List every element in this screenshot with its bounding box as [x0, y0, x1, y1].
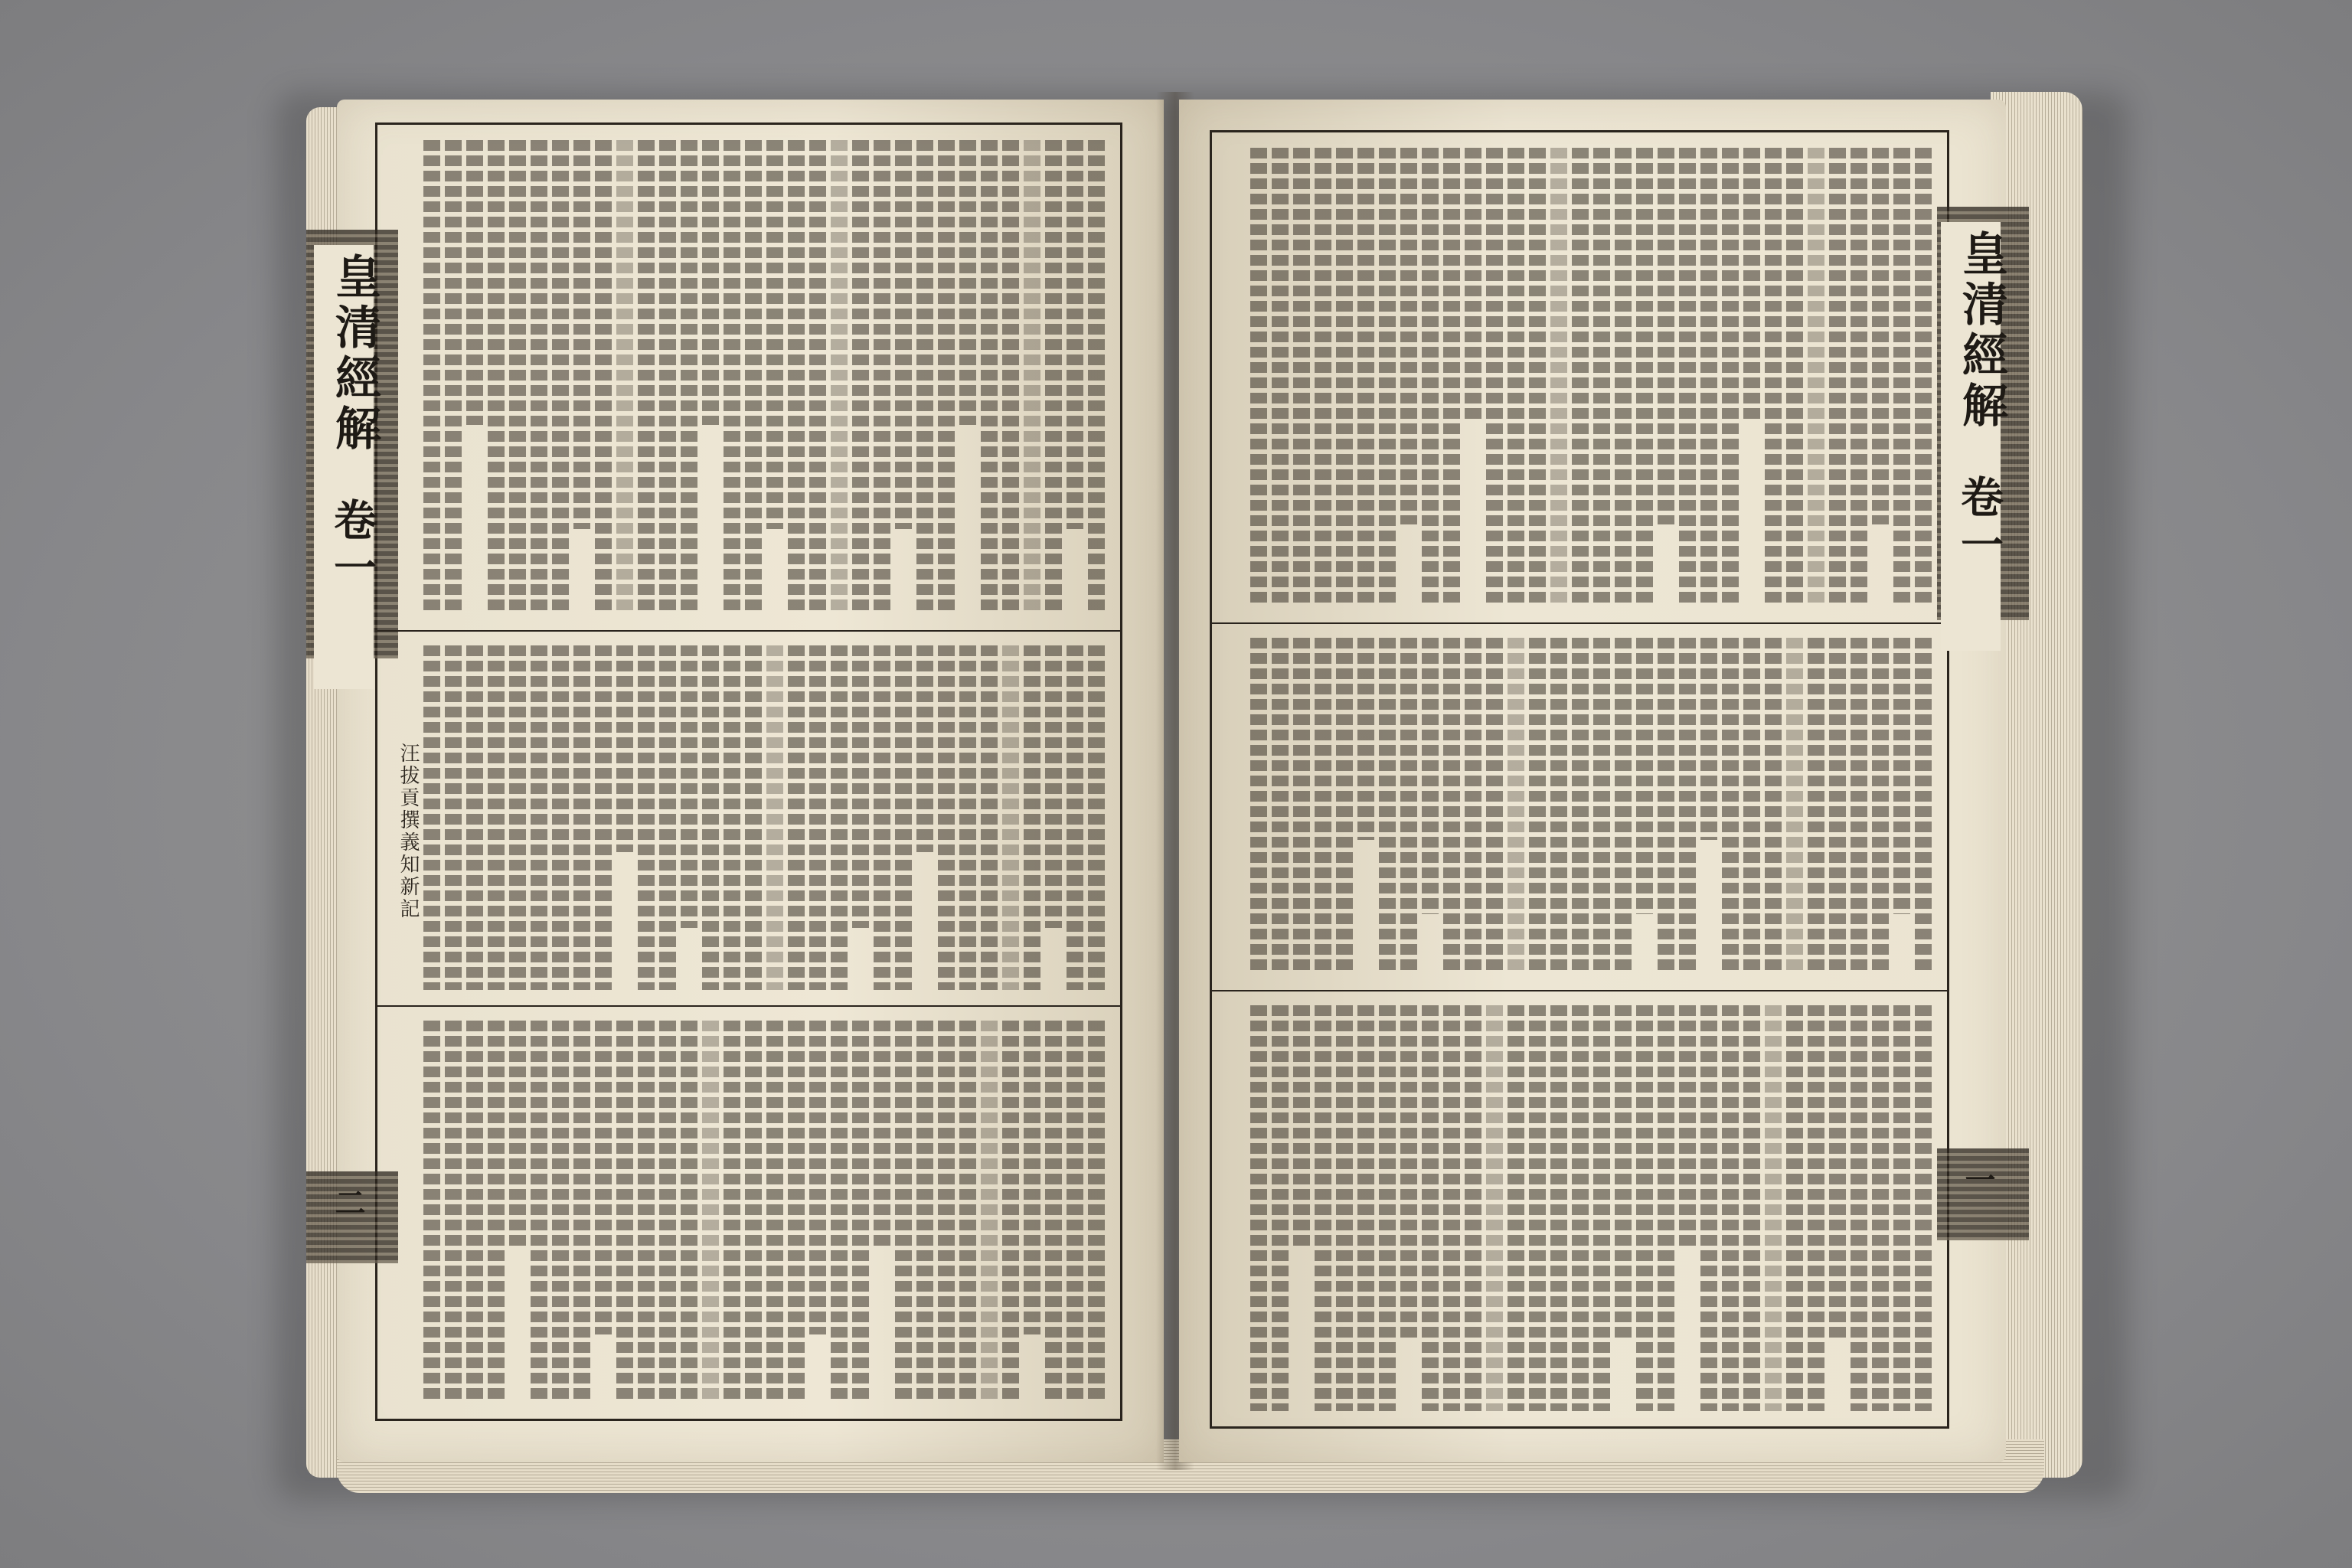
left-footer-note: 汪拔貢撰義知新記	[397, 743, 420, 920]
left-register-divider-1	[377, 630, 1120, 632]
right-volume-mark: 卷一	[1954, 475, 2004, 570]
left-folio-number: 二	[330, 1187, 366, 1217]
right-register-divider-2	[1212, 990, 1947, 991]
left-folio-band	[306, 1171, 398, 1263]
right-folio-band	[1937, 1148, 2029, 1240]
left-register-bottom	[393, 1021, 1105, 1403]
right-page	[1179, 100, 2006, 1462]
left-volume-mark: 卷一	[327, 498, 377, 593]
right-register-middle	[1227, 638, 1932, 975]
left-side-title: 皇清經解	[328, 253, 381, 455]
right-text-frame	[1210, 130, 1949, 1429]
right-side-title: 皇清經解	[1955, 230, 2008, 432]
left-text-frame	[375, 122, 1122, 1421]
left-page	[327, 100, 1164, 1462]
right-register-bottom	[1227, 1005, 1932, 1411]
left-register-divider-2	[377, 1005, 1120, 1007]
left-register-top	[393, 140, 1105, 615]
left-register-middle	[393, 645, 1105, 990]
right-register-top	[1227, 148, 1932, 607]
right-register-divider-1	[1212, 622, 1947, 624]
right-folio-number: 一	[1960, 1164, 1996, 1194]
